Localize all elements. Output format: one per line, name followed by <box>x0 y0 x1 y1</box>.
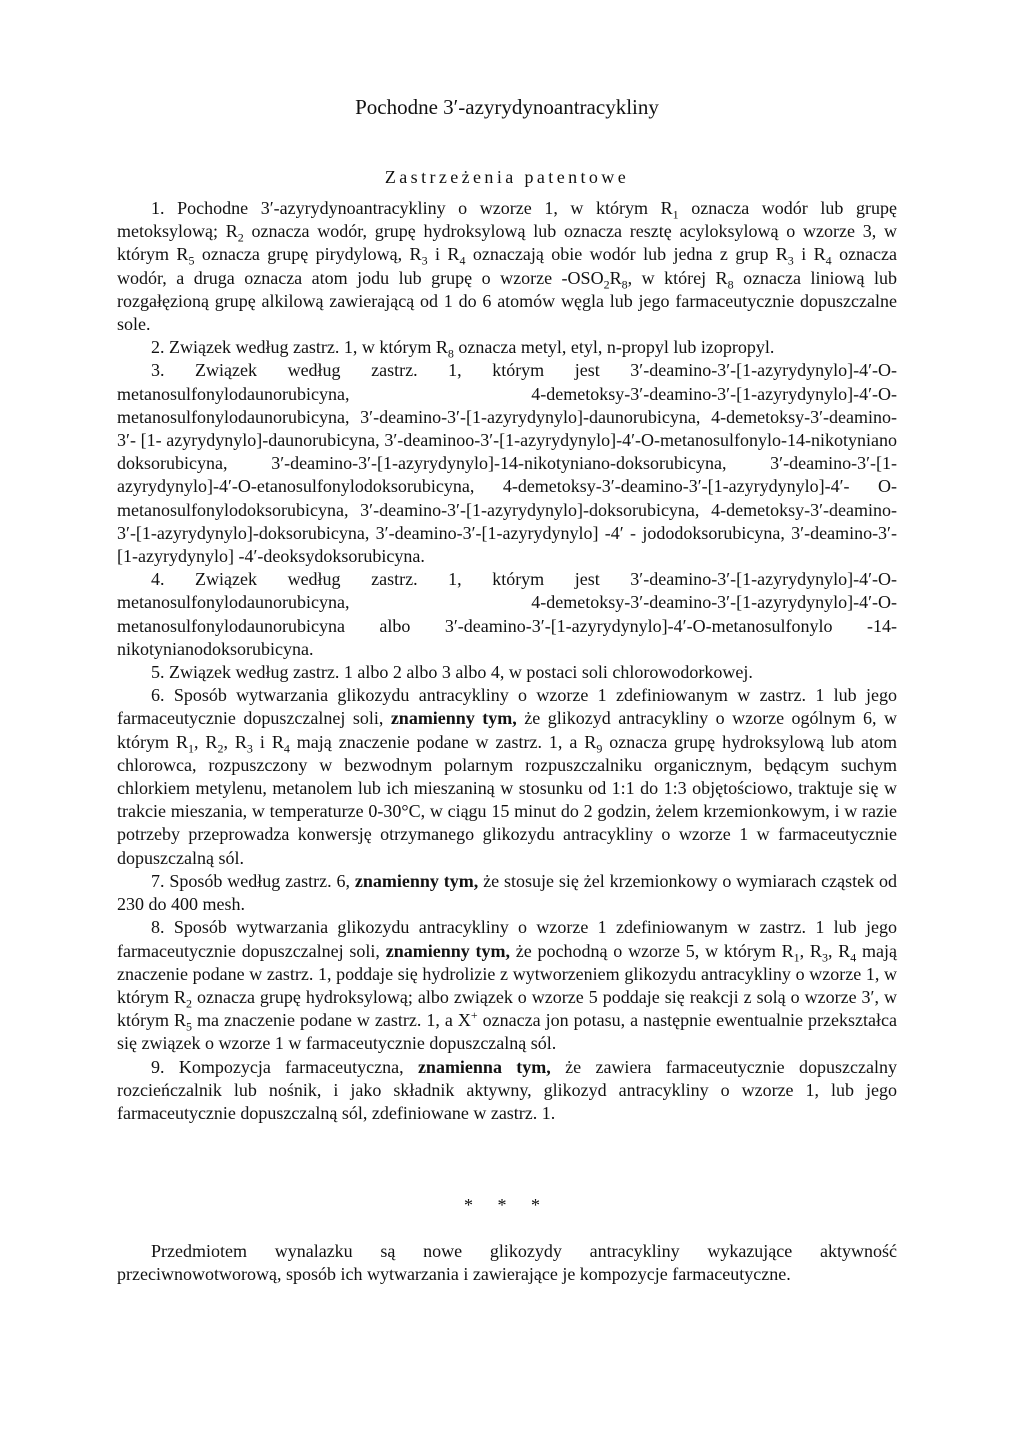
claims-list <box>117 197 897 1125</box>
description-intro <box>117 1240 897 1286</box>
claim-paragraph: 4. Związek według zastrz. 1, którym jest 3′-deamino-3′-[1-azyrydynylo]-4′-O-metanosulfonylodaunorubicyna, 4-demetoksy-3′-deamino-3′-[1-azyrydynylo]-4′-O-metanosulfonylodaunorubicyna albo 3′-deamino-3′-[1-azyrydynylo]-4′-O-metanosulfonylo -14-nikotynianodoksorubicyna. <box>117 569 897 659</box>
claim-paragraph: 9. Kompozycja farmaceutyczna, znamienna tym, że zawiera farmaceutycznie dopuszczalny rozcieńczalnik lub nośnik, i jako składnik aktywny, glikozyd antracykliny o wzorze 1, lub jego farmaceutycznie dopuszczalną sól, zdefiniowane w zastrz. 1. <box>117 1056 897 1123</box>
claim-paragraph: 8. Sposób wytwarzania glikozydu antracykliny o wzorze 1 zdefiniowanym w zastrz. 1 lub jego farmaceutycznie dopuszczalnej soli, znamienny tym, że pochodną o wzorze 5, w którym $R_1$, $R_3$, $R_4$ mają znaczenie podane w zastrz. 1, poddaje się hydrolizie z wytworzeniem glikozydu antracykliny o wzorze 1, w którym $R_2$ oznacza grupę hydroksylową; albo związek o wzorze 5 poddaje się reakcji z solą o wzorze 3′, w którym $R_5$ ma znaczenie podane w zastrz. 1, a X+ oznacza jon potasu, a następnie ewentualnie przekształca się związek o wzorze 1 w farmaceutycznie dopuszczalną sól. <box>117 917 898 1054</box>
document-title: Pochodne 3′-azyrydynoantracykliny <box>355 95 659 119</box>
claims-heading: Zastrzeżenia patentowe <box>384 167 630 187</box>
claim-paragraph: 7. Sposób według zastrz. 6, znamienny tym, że stosuje się żel krzemionkowy o wymiarach cząstek od 230 do 400 mesh. <box>117 870 897 915</box>
claim-paragraph: 3. Związek według zastrz. 1, którym jest 3′-deamino-3′-[1-azyrydynylo]-4′-O-metanosulfonylodaunorubicyna, 4-demetoksy-3′-deamino-3′-[1-azyrydynylo]-4′-O-metanosulfonylodaunorubicyna, 3′-deamino-3′-[1-azyrydynylo]-daunorubicyna, 4-demetoksy-3′-deamino-3′- [1- azyrydynylo]-daunorubicyna, 3′-deaminoo-3′-[1-azyrydynylo]-4′-O-metanosulfonylo-14-nikotyniano doksorubicyna, 3′-deamino-3′-[1-azyrydynylo]-14-nikotyniano-doksorubicyna, 3′-deamino-3′-[1-azyrydynylo]-4′-O-etanosulfonylodoksorubicyna, 4-demetoksy-3′-deamino-3′-[1-azyrydynylo]-4′- O-metanosulfonylodoksorubicyna, 3′-deamino-3′-[1-azyrydynylo]-doksorubicyna, 4-demetoksy-3′-deamino-3′-[1-azyrydynylo]-doksorubicyna, 3′-deamino-3′-[1-azyrydynylo] -4′ - jododoksorubicyna, 3′-deamino-3′-[1-azyrydynylo] -4′-deoksydoksorubicyna. <box>117 360 897 567</box>
section-separator: * * * <box>464 1195 550 1215</box>
intro-paragraph: Przedmiotem wynalazku są nowe glikozydy antracykliny wykazujące aktywność przeciwnowotworową, sposób ich wytwarzania i zawierające je kompozycje farmaceutyczne. <box>117 1241 897 1285</box>
claim-paragraph: 1. Pochodne 3′-azyrydynoantracykliny o wzorze 1, w którym $R_1$ oznacza wodór lub grupę metoksylową; $R_2$ oznacza wodór, grupę hydroksylową lub oznacza resztę acyloksylową o wzorze 3, w którym $R_5$ oznacza grupę pirydylową, $R_3$ i $R_4$ oznaczają obie wodór lub jedna z grup $R_3$ i $R_4$ oznacza wodór, a druga oznacza atom jodu lub grupę o wzorze $-OSO_2R_8$, w której $R_8$ oznacza liniową lub rozgałęzioną grupę alkilową zawierającą od 1 do 6 atomów węgla lub jego farmaceutycznie dopuszczalne sole. <box>117 198 898 335</box>
claim-paragraph: 2. Związek według zastrz. 1, w którym $R_8$ oznacza metyl, etyl, n-propyl lub izopropyl. <box>151 337 775 361</box>
claim-paragraph: 5. Związek według zastrz. 1 albo 2 albo 3 albo 4, w postaci soli chlorowodorkowej. <box>151 662 753 683</box>
claim-paragraph: 6. Sposób wytwarzania glikozydu antracykliny o wzorze 1 zdefiniowanym w zastrz. 1 lub jego farmaceutycznie dopuszczalnej soli, znamienny tym, że glikozyd antracykliny o wzorze ogólnym 6, w którym $R_1$, $R_2$, $R_3$ i $R_4$ mają znaczenie podane w zastrz. 1, a $R_9$ oznacza grupę hydroksylową lub atom chlorowca, rozpuszczony w bezwodnym polarnym rozpuszczalniku organicznym, będącym suchym chlorkiem metylenu, metanolem lub ich mieszaniną w stosunku od 1:1 do 1:3 objętościowo, traktuje się w trakcie mieszania, w temperaturze 0-30°C, w ciągu 15 minut do 2 godzin, żelem krzemionkowym, i w razie potrzeby przeprowadza konwersję otrzymanego glikozydu antracykliny o wzorze 1 w farmaceutycznie dopuszczalną sól. <box>117 685 897 868</box>
